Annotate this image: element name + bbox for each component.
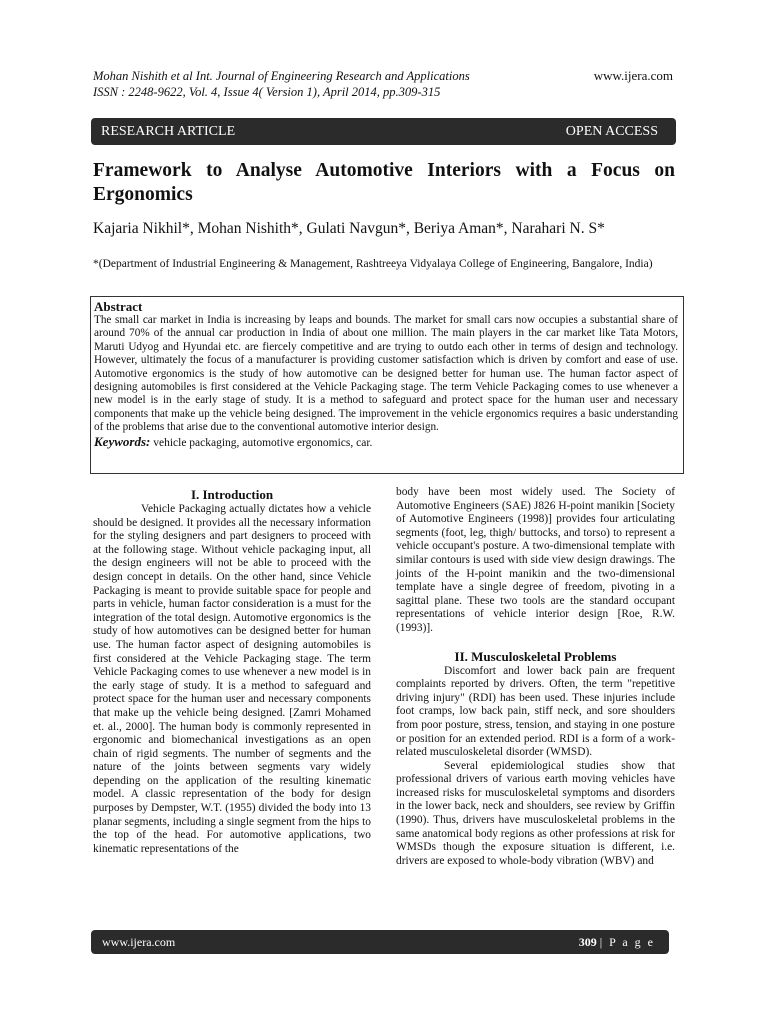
footer-website: www.ijera.com [102, 934, 176, 949]
journal-citation-line: Mohan Nishith et al Int. Journal of Engineering Research and Applications [93, 69, 470, 83]
section-heading-musculoskeletal: II. Musculoskeletal Problems [454, 648, 617, 664]
right-column [396, 486, 675, 868]
page-number-block [579, 935, 655, 950]
header-website: www.ijera.com [593, 68, 673, 83]
journal-issn-line: ISSN : 2248-9622, Vol. 4, Issue 4( Version 1), April 2014, pp.309-315 [93, 85, 441, 99]
section-heading-introduction: I. Introduction [190, 487, 274, 502]
abstract-body: The small car market in India is increasing by leaps and bounds. The market for small cars now occupies a substantial share of around 70% of the annual car production in India of about one million. The main players in the car market like Tata Motors, Maruti Udyog and Hyundai etc. are fiercely competitive and are trying to outdo each other in terms of design and technology. However, ultimately the focus of a manufacturer is providing customer satisfaction which is driven by comfort and ease of use. Automotive ergonomics is the study of how automotive can be designed better for human use. The human factor aspect of designing automobiles is first considered at the Vehicle Packaging stage. The term Vehicle Packaging comes to use whenever a new model is in the early stage of study. It is a method to safeguard and protect space for the human user and necessary components that make up the vehicle being designed. The improvement in the vehicle ergonomics requires a basic understanding of the problems that arise due to the conventional automotive interior design. [94, 314, 678, 434]
paper-title: Framework to Analyse Automotive Interiors with a Focus on Ergonomics [93, 160, 675, 205]
article-type-banner [91, 118, 676, 145]
page-label: | P a g e [599, 934, 655, 949]
journal-header [93, 68, 470, 100]
right-paragraph-2: Discomfort and lower back pain are frequent complaints reported by drivers. Often, the term "repetitive driving injury" (RDI) has been used. These injuries include foot cramps, low back pain, stiff neck, and sore shoulders from poor posture, stress, tension, and staying in one posture or position for an extended period. RDI is a form of a work-related musculoskeletal disorder (WMSD). [396, 664, 675, 759]
left-column [93, 486, 371, 856]
author-affiliation: *(Department of Industrial Engineering & Management, Rashtreeya Vidyalaya College of Engineering, Bangalore, India) [93, 258, 653, 270]
open-access-label: OPEN ACCESS [565, 123, 658, 139]
introduction-paragraph: Vehicle Packaging actually dictates how a vehicle should be designed. It provides all the necessary information for the styling designers and part designers to proceed with at the following stage. Without vehicle packaging input, all the design engineers will not be able to proceed with the design concept in details. On the other hand, since Vehicle Packaging is meant to provide suitable space for people and parts in vehicle, human factor consideration is a must for the integration of the total design. Automotive ergonomics is the study of how automotives can be designed better for human use. The human factor aspect of designing automobiles is first considered at the Vehicle Packaging stage. The term Vehicle Packaging comes to use whenever a new model is in the early stage of study. It is a method to safeguard and protect space for the human user and necessary components that make up the vehicle being designed. [Zamri Mohamed et. al., 2000]. The human body is commonly represented in ergonomic and biomechanical investigations as an open chain of rigid segments. The number of segments and the nature of the joints between segments vary widely depending on the application of the resulting kinematic model. A classic representation of the body for design purposes by Dempster, W.T. (1955) divided the body into 13 planar segments, including a single segment from the hips to the top of the head. For automotive applications, two kinematic representations of the [93, 503, 371, 855]
keywords-label: Keywords [94, 433, 146, 449]
page-number: 309 [578, 934, 597, 949]
keywords-line: Keywords: vehicle packaging, automotive ergonomics, car. [94, 433, 373, 449]
abstract-box [90, 296, 684, 474]
keywords-text: vehicle packaging, automotive ergonomics, car. [153, 436, 373, 449]
research-article-label: RESEARCH ARTICLE [101, 123, 236, 139]
abstract-heading: Abstract [94, 299, 143, 314]
right-paragraph-1: body have been most widely used. The Society of Automotive Engineers (SAE) J826 H-point manikin [Society of Automotive Engineers (1998)] provides four articulating segments (foot, leg, thigh/ buttocks, and torso) to represent a vehicle occupant's posture. A two-dimensional template with similar contours is used with side view design drawings. The joints of the H-point manikin and the two-dimensional template have a single degree of freedom, pivoting in a sagittal plane. These two tools are the standard occupant representations of vehicle interior design [Roe, R.W. (1993)]. [396, 486, 675, 634]
author-list: Kajaria Nikhil*, Mohan Nishith*, Gulati Navgun*, Beriya Aman*, Narahari N. S* [93, 220, 605, 237]
page-footer [91, 930, 669, 954]
right-paragraph-3: Several epidemiological studies show that professional drivers of various earth moving vehicles have increased risks for musculoskeletal symptoms and disorders in the lower back, neck and shoulders, see review by Griffin (1990). Thus, drivers have musculoskeletal problems in the same anatomical body regions as other professions at risk for WMSDs though the exposure situation is different, i.e. drivers are exposed to whole-body vibration (WBV) and [396, 759, 675, 867]
